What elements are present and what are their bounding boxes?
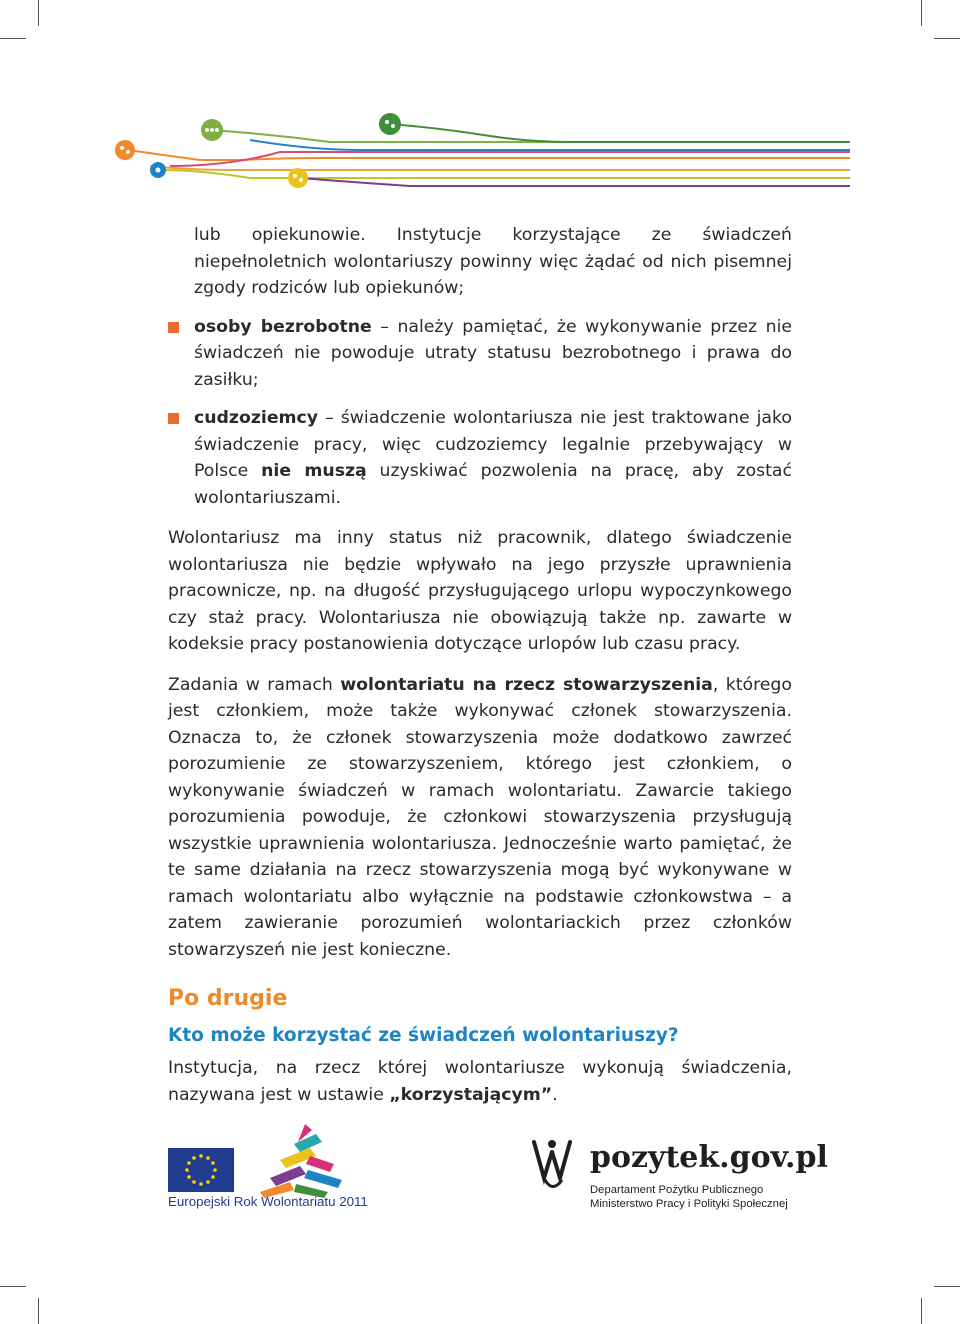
term-foreigners: cudzoziemcy [194, 408, 319, 428]
section-text-a: Instytucja, na rzecz której wolontariusze wykonują świadczenia, nazywana jest w ustawie [168, 1058, 792, 1105]
section-emph: „korzystającym” [389, 1084, 553, 1105]
section-text-b: . [552, 1084, 558, 1105]
list-item-unemployed [168, 314, 792, 394]
term-unemployed: osoby bezrobotne [194, 316, 372, 337]
text-foreigners-a: – świadczenie wolontariusza nie jest traktowane jako świadczenie pracy, więc cudzoziemcy legalnie przebywający w Polsce [194, 408, 792, 481]
paragraph-association [168, 672, 792, 964]
section-paragraph [168, 1055, 792, 1108]
text-unemployed: – należy pamiętać, że wykonywanie przez nie świadczeń nie powoduje utraty statusu bezrobotnego i prawa do zasiłku; [194, 316, 792, 390]
eu-flag-icon [168, 1148, 234, 1192]
association-emph: wolontariatu na rzecz stowarzyszenia [340, 674, 713, 695]
pozytek-ministry: Ministerstwo Pracy i Polityki Społecznej [590, 1198, 788, 1210]
pozytek-logo-block [530, 1138, 828, 1218]
crop-mark [921, 0, 922, 26]
pozytek-title: pozytek.gov.pl [590, 1140, 828, 1175]
text-foreigners-b: uzyskiwać pozwolenia na pracę, aby zostać wolontariuszami. [194, 461, 793, 508]
volunteer-year-logo-icon [250, 1120, 360, 1198]
pozytek-figure-icon [530, 1138, 582, 1194]
eu-logo-block [168, 1120, 378, 1215]
association-text-b: , którego jest członkiem, może także wykonywać członek stowarzyszenia. Oznacza to, że członek stowarzyszenia może dodatkowo zawrzeć porozumienie ze stowarzyszeniem, którego jest członkiem, o wykonywanie świadczeń w ramach wolontariatu. Zawarcie takiego porozumienia powoduje, że członkowi stowarzyszenia przysługują wszystkie uprawnienia wolontariusza. Jednocześnie warto pamiętać, że te same działania na rzecz stowarzyszenia mogą być wykonywane w ramach wolontariatu albo wyłącznie na podstawie członkowstwa – a zatem zawieranie porozumień wolontariackich przez członków stowarzyszeń nie jest konieczne. [168, 674, 792, 960]
crop-mark [921, 1298, 922, 1324]
section-heading: Po drugie [168, 986, 288, 1011]
paragraph-status: Wolontariusz ma inny status niż pracownik, dlatego świadczenie wolontariusza nie będzie wpływało na jego przyszłe uprawnienia pracownicze, np. na długość przysługującego urlopu wypoczynkowego czy staż pracy. Wolontariusza nie obowiązują także np. zawarte w kodeksie pracy postanowienia dotyczące urlopów lub czasu pracy. [168, 528, 792, 654]
list-item-foreigners [168, 405, 792, 511]
section-subheading: Kto może korzystać ze świadczeń wolontariuszy? [168, 1025, 679, 1046]
pozytek-department: Departament Pożytku Publicznego [590, 1184, 764, 1196]
crop-mark [0, 38, 26, 39]
bullet-square-icon [168, 322, 179, 333]
crop-mark [0, 1286, 26, 1287]
emph-nie-musza: nie muszą [261, 461, 367, 481]
crop-mark [934, 1286, 960, 1287]
crop-mark [38, 0, 39, 26]
bullet-square-icon [168, 413, 179, 424]
association-text-a: Zadania w ramach [168, 674, 341, 695]
main-content [168, 222, 792, 1108]
crop-mark [38, 1298, 39, 1324]
bullet-continuation: lub opiekunowie. Instytucje korzystające ze świadczeń niepełnoletnich wolontariuszy powinny więc żądać od nich pisemnej zgody rodziców lub opiekunów; [194, 225, 792, 298]
header-decoration [110, 108, 850, 198]
crop-mark [934, 38, 960, 39]
eu-caption: Europejski Rok Wolontariatu 2011 [168, 1194, 368, 1209]
